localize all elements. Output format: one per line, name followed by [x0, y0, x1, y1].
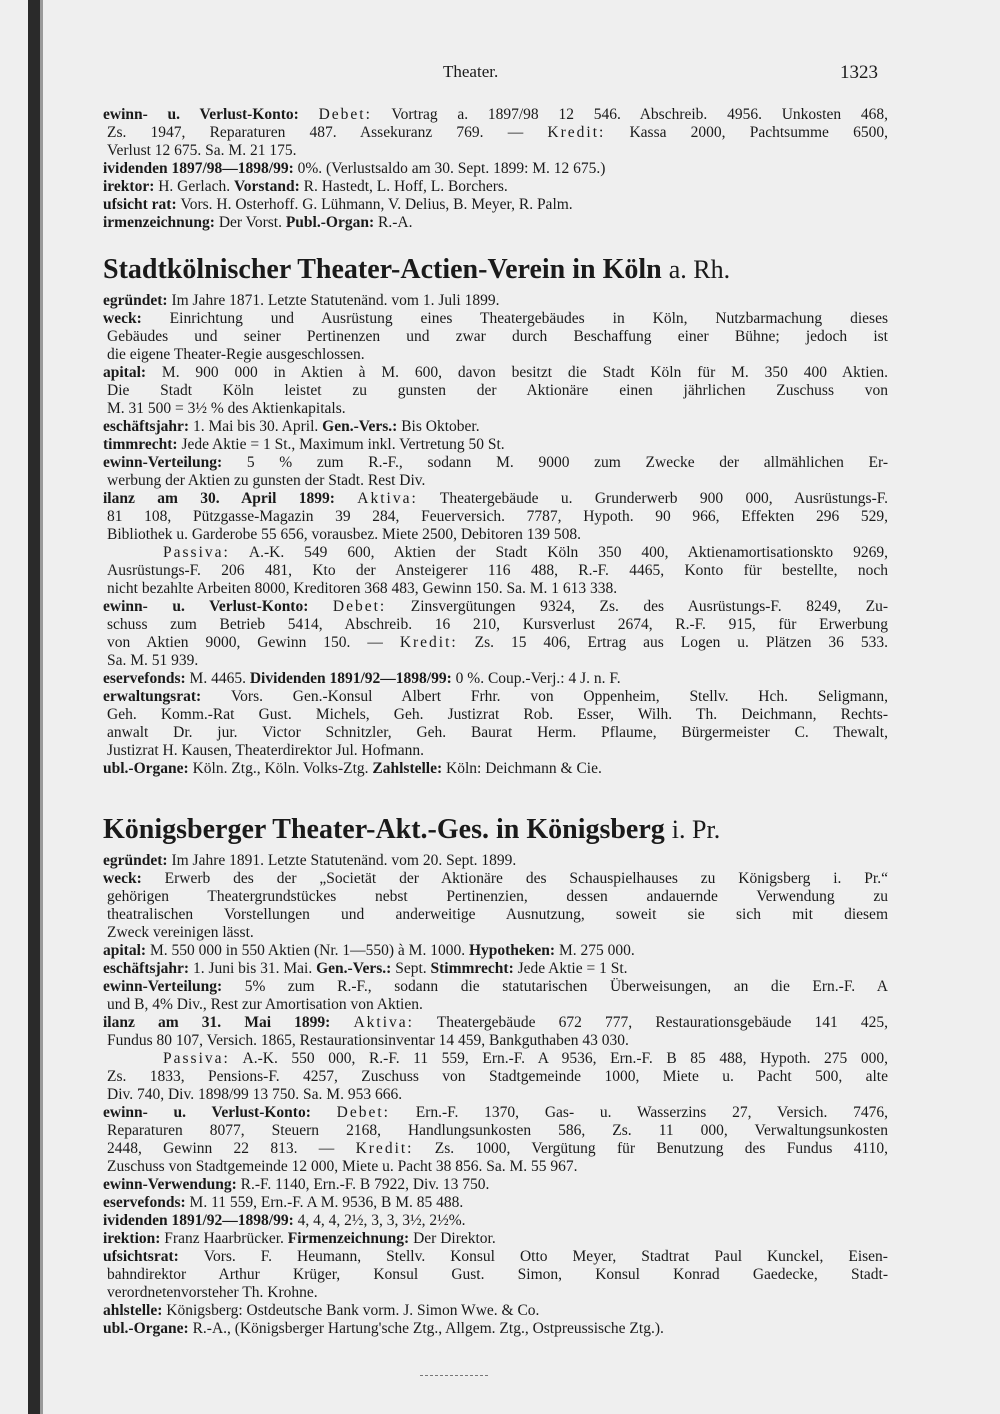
text-line [103, 870, 888, 888]
text-line [103, 562, 888, 580]
entry-text: Köln. Ztg., Köln. Volks-Ztg. [192, 760, 373, 777]
text-line [103, 124, 888, 142]
spaced-keyword: Aktiva: [357, 490, 418, 507]
entry-text: M. 31 500 = 3½ % des Aktienkapitals. [107, 400, 346, 417]
spaced-keyword: Passiva: [163, 1050, 230, 1067]
entry-text: A.-K. 549 600, Aktien der Stadt Köln 350 400, Aktienamortisationskto 9269, [229, 544, 888, 561]
entry-label: egründet: [103, 852, 172, 869]
entry-text: Justizrat H. Kausen, Theaterdirektor Jul. Hofmann. [107, 742, 424, 759]
entry-label: ividenden 1891/92—1898/99: [103, 1212, 298, 1229]
text-line [103, 1050, 888, 1068]
entry-text: Sa. M. 51 939. [107, 652, 199, 669]
entry-text: verordnetenvorsteher Th. Krohne. [107, 1284, 318, 1301]
entry-text: Erwerb des der „Societät der Aktionäre des Schauspielhauses zu Königsberg i. Pr.“ [164, 870, 888, 887]
entry-text: 5% zum R.-F., sodann die statutarischen Überweisungen, an die Ern.-F. A [244, 978, 888, 995]
entry-label: Vorstand: [233, 178, 304, 195]
scan-binding-edge [28, 0, 40, 1414]
entry-text: 0%. (Verlustsaldo am 30. Sept. 1899: M. 12 675.) [297, 160, 606, 177]
text-line [103, 1176, 888, 1194]
text-line [103, 924, 888, 942]
entry-label: ewinn- u. Verlust-Konto: [103, 106, 319, 123]
company-heading-name: Königsberger Theater-Akt.-Ges. in Königsberg [103, 814, 672, 845]
company-heading-suffix: i. Pr. [671, 815, 721, 844]
company-heading [103, 812, 888, 852]
entry-text: R.-F. 1140, Ern.-F. B 7922, Div. 13 750. [240, 1176, 490, 1193]
entry-text: Im Jahre 1891. Letzte Statutenänd. vom 20. Sept. 1899. [171, 852, 517, 869]
entry-text: M. 900 000 in Aktien à M. 600, davon besitzt die Stadt Köln für M. 350 400 Aktien. [161, 364, 889, 381]
entry-label: eservefonds: [103, 1194, 190, 1211]
entry-text: 5 % zum R.-F., sodann M. 9000 zum Zwecke der allmählichen Er- [246, 454, 888, 471]
entry-text: Im Jahre 1871. Letzte Statutenänd. vom 1. Juli 1899. [171, 292, 500, 309]
text-line [103, 328, 888, 346]
text-line [103, 742, 888, 760]
text-line [103, 214, 888, 232]
entry-text: Theatergebäude 672 777, Restaurationsgebäude 141 425, [413, 1014, 888, 1031]
entry-text: Geh. Komm.-Rat Gust. Michels, Geh. Justizrat Rob. Esser, Wilh. Th. Deichmann, Rechts- [107, 706, 888, 723]
text-line [103, 1140, 888, 1158]
entry-text: Theatergebäude u. Grunderwerb 900 000, Ausrüstungs-F. [417, 490, 888, 507]
entry-text: Jede Aktie = 1 St. [517, 960, 628, 977]
text-line [103, 544, 888, 562]
entry-label: apital: [103, 364, 162, 381]
entry-label: eschäftsjahr: [103, 960, 193, 977]
text-line [103, 292, 888, 310]
entry-text: Der Vorst. [218, 214, 286, 231]
entry-text: Köln: Deichmann & Cie. [446, 760, 602, 777]
entry-text: Zuschuss von Stadtgemeinde 12 000, Miete u. Pacht 38 856. Sa. M. 55 967. [107, 1158, 578, 1175]
entry-label: Dividenden 1891/92—1898/99: [249, 670, 456, 687]
entry-text: gehörigen Theatergrundstückes nebst Pertinenzien, dessen andauernde Verwendung zu [107, 888, 888, 905]
text-line [103, 960, 888, 978]
entry-text: Ausrüstungs-F. 206 481, Kto der Ansteigerer 116 488, R.-F. 4465, Konto für bestellte, noch [107, 562, 888, 579]
company-heading-name: Stadtkölnischer Theater-Actien-Verein in Köln [103, 254, 669, 285]
entry-label: Gen.-Vers.: [322, 418, 402, 435]
entry-text: Jede Aktie = 1 St., Maximum inkl. Vertretung 50 St. [181, 436, 505, 453]
entry-label: Firmenzeichnung: [287, 1230, 414, 1247]
entry-label: ilanz am 31. Mai 1899: [103, 1014, 354, 1031]
entry-label: erwaltungsrat: [103, 688, 231, 705]
entry-label: eschäftsjahr: [103, 418, 193, 435]
entry-label: ewinn-Verteilung: [103, 454, 247, 471]
entry-label: Stimmrecht: [430, 960, 518, 977]
text-line [103, 364, 888, 382]
text-line [103, 1212, 888, 1230]
page-number: 1323 [840, 62, 878, 83]
text-line [103, 160, 888, 178]
text-line [103, 652, 888, 670]
entry-label: Publ.-Organ: [285, 214, 378, 231]
entry-label: ewinn- u. Verlust-Konto: [103, 598, 333, 615]
entry-text: die eigene Theater-Regie ausgeschlossen. [107, 346, 365, 363]
entry-text: Einrichtung und Ausrüstung eines Theatergebäudes in Köln, Nutzbarmachung dieses [169, 310, 888, 327]
text-line [103, 418, 888, 436]
text-line [103, 1248, 888, 1266]
entry-text: M. 11 559, Ern.-F. A M. 9536, B M. 85 488. [189, 1194, 464, 1211]
text-line [103, 1032, 888, 1050]
entry-text: 81 108, Pützgasse-Magazin 39 284, Feuerversich. 7787, Hypoth. 90 966, Effekten 296 529, [107, 508, 888, 525]
entry-label: Zahlstelle: [372, 760, 447, 777]
text-line [103, 670, 888, 688]
entry-text: A.-K. 550 000, R.-F. 11 559, Ern.-F. A 9536, Ern.-F. B 85 488, Hypoth. 275 000, [229, 1050, 888, 1067]
entry-text: Zweck vereinigen lässt. [107, 924, 254, 941]
entry-text: Kassa 2000, Pachtsumme 6500, [605, 124, 888, 141]
entry-text: Zs. 1833, Pensions-F. 4257, Zuschuss von Stadtgemeinde 1000, Miete u. Pacht 500, alte [107, 1068, 888, 1085]
text-line [103, 1086, 888, 1104]
entry-text: R.-A. [378, 214, 413, 231]
entry-text: Ern.-F. 1370, Gas- u. Wasserzins 27, Versich. 7476, [389, 1104, 888, 1121]
spaced-keyword: Passiva: [163, 544, 230, 561]
text-line [103, 1158, 888, 1176]
running-header [0, 62, 1000, 86]
entry-label: irektor: [103, 178, 159, 195]
section-koenigsberger-theater [103, 812, 888, 1338]
entry-text: Zs. 1000, Vergütung für Benutzung des Fundus 4110, [413, 1140, 888, 1157]
entry-text: anwalt Dr. jur. Victor Schnitzler, Geh. Baurat Herm. Pflaume, Bürgermeister C. Thewalt, [107, 724, 888, 741]
entry-label: ahlstelle: [103, 1302, 167, 1319]
text-line [103, 1320, 888, 1338]
running-title: Theater. [443, 62, 499, 81]
entry-label: ewinn- u. Verlust-Konto: [103, 1104, 337, 1121]
entry-text: Die Stadt Köln leistet zu gunsten der Aktionäre einen jährlichen Zuschuss von [107, 382, 888, 399]
text-line [103, 106, 888, 124]
entry-text: bahndirektor Arthur Krüger, Konsul Gust. Simon, Konsul Konrad Gaedecke, Stadt- [107, 1266, 888, 1283]
spaced-keyword: Kredit: [399, 634, 458, 651]
entry-label: ubl.-Organe: [103, 1320, 193, 1337]
entry-text: werbung der Aktien zu gunsten der Stadt. Rest Div. [107, 472, 426, 489]
section-previous-company-continued [103, 106, 888, 232]
entry-text: Zs. 15 406, Ertrag aus Logen u. Plätzen 36 533. [457, 634, 889, 651]
text-line [103, 1068, 888, 1086]
text-line [103, 382, 888, 400]
entry-label: timmrecht: [103, 436, 182, 453]
entry-text: Zs. 1947, Reparaturen 487. Assekuranz 769. — [107, 124, 548, 141]
entry-label: apital: [103, 942, 150, 959]
text-line [103, 760, 888, 778]
entry-label: Gen.-Vers.: [316, 960, 396, 977]
text-line [103, 142, 888, 160]
text-line [103, 888, 888, 906]
entry-label: eservefonds: [103, 670, 190, 687]
entry-text: Der Direktor. [413, 1230, 496, 1247]
text-line [103, 436, 888, 454]
text-line [103, 472, 888, 490]
entry-text: Bis Oktober. [401, 418, 480, 435]
text-line [103, 706, 888, 724]
entry-label: ubl.-Organe: [103, 760, 193, 777]
text-line [103, 310, 888, 328]
entry-text: Vors. Gen.-Konsul Albert Frhr. von Oppenheim, Stellv. Hch. Seligmann, [230, 688, 888, 705]
entry-text: 4, 4, 4, 2½, 3, 3, 3½, 2½%. [297, 1212, 466, 1229]
entry-text: M. 4465. [189, 670, 250, 687]
entry-label: irmenzeichnung: [103, 214, 219, 231]
entry-text: Reparaturen 8077, Steuern 2168, Handlungsunkosten 586, Zs. 11 000, Verwaltungsunkosten [107, 1122, 888, 1139]
spaced-keyword: Debet: [332, 598, 387, 615]
text-line [103, 906, 888, 924]
text-line [103, 526, 888, 544]
text-line [103, 1266, 888, 1284]
text-line [103, 724, 888, 742]
text-line [103, 634, 888, 652]
text-line [103, 400, 888, 418]
text-line [103, 1302, 888, 1320]
section-stadtkoelnischer-theater [103, 252, 888, 778]
spaced-keyword: Kredit: [547, 124, 606, 141]
text-line [103, 580, 888, 598]
entry-text: Zinsvergütungen 9324, Zs. des Ausrüstungs-F. 8249, Zu- [386, 598, 888, 615]
entry-text: Div. 740, Div. 1898/99 13 750. Sa. M. 953 666. [107, 1086, 403, 1103]
entry-text: R. Hastedt, L. Hoff, L. Borchers. [303, 178, 508, 195]
text-line [103, 996, 888, 1014]
text-line [103, 1104, 888, 1122]
entry-text: nicht bezahlte Arbeiten 8000, Kreditoren 368 483, Gewinn 150. Sa. M. 1 613 338. [107, 580, 618, 597]
entry-text: 1. Juni bis 31. Mai. [192, 960, 317, 977]
entry-label: ividenden 1897/98—1898/99: [103, 160, 298, 177]
entry-label: weck: [103, 870, 165, 887]
spaced-keyword: Aktiva: [353, 1014, 414, 1031]
text-line [103, 346, 888, 364]
text-line [103, 490, 888, 508]
spaced-keyword: Debet: [336, 1104, 390, 1121]
text-line [103, 1230, 888, 1248]
entry-text: M. 550 000 in 550 Aktien (Nr. 1—550) à M. 1000. [149, 942, 469, 959]
entry-label: Hypotheken: [468, 942, 559, 959]
entry-label: ilanz am 30. April 1899: [103, 490, 358, 507]
entry-text: 0 %. Coup.-Verj.: 4 J. n. F. [455, 670, 621, 687]
entry-text: R.-A., (Königsberger Hartung'sche Ztg., Allgem. Ztg., Ostpreussische Ztg.). [192, 1320, 664, 1337]
text-line [103, 196, 888, 214]
entry-label: ufsicht rat: [103, 196, 181, 213]
entry-text: Verlust 12 675. Sa. M. 21 175. [107, 142, 297, 159]
text-line [103, 1284, 888, 1302]
entry-text: und B, 4% Div., Rest zur Amortisation von Aktien. [107, 996, 423, 1013]
entry-text: Vors. F. Heumann, Stellv. Konsul Otto Meyer, Stadtrat Paul Kunckel, Eisen- [203, 1248, 888, 1265]
entry-text: H. Gerlach. [158, 178, 234, 195]
end-rule [420, 1375, 488, 1376]
text-line [103, 1014, 888, 1032]
text-line [103, 688, 888, 706]
entry-text: schuss zum Betrieb 5414, Abschreib. 16 210, Kursverlust 2674, R.-F. 915, für Erwerbung [107, 616, 888, 633]
company-heading-suffix: a. Rh. [668, 255, 731, 284]
text-line [103, 978, 888, 996]
entry-text: Fundus 80 107, Versich. 1865, Restaurationsinventar 14 459, Bankguthaben 43 030. [107, 1032, 629, 1049]
text-line [103, 508, 888, 526]
entry-text: Sept. [395, 960, 431, 977]
text-line [103, 1194, 888, 1212]
entry-text: Franz Haarbrücker. [164, 1230, 288, 1247]
text-line [103, 454, 888, 472]
text-line [103, 942, 888, 960]
entry-text: Gebäudes und seiner Pertinenzen und zwar durch Beschaffung einer Bühne; jedoch ist [107, 328, 888, 345]
entry-label: ewinn-Verwendung: [103, 1176, 241, 1193]
entry-label: egründet: [103, 292, 172, 309]
entry-label: weck: [103, 310, 170, 327]
text-line [103, 616, 888, 634]
spaced-keyword: Debet: [318, 106, 372, 123]
entry-text: Bibliothek u. Garderobe 55 656, vorausbez. Miete 2500, Debitoren 139 508. [107, 526, 581, 543]
text-line [103, 598, 888, 616]
text-line [103, 178, 888, 196]
entry-label: irektion: [103, 1230, 165, 1247]
entry-text: M. 275 000. [558, 942, 635, 959]
scan-binding-shadow [40, 0, 43, 1414]
entry-text: Königsberg: Ostdeutsche Bank vorm. J. Simon Wwe. & Co. [166, 1302, 540, 1319]
entry-label: ewinn-Verteilung: [103, 978, 245, 995]
entry-label: ufsichtsrat: [103, 1248, 204, 1265]
entry-text: 2448, Gewinn 22 813. — [107, 1140, 356, 1157]
text-line [103, 1122, 888, 1140]
spaced-keyword: Kredit: [355, 1140, 414, 1157]
entry-text: Vors. H. Osterhoff. G. Lühmann, V. Delius, B. Meyer, R. Palm. [180, 196, 573, 213]
entry-text: 1. Mai bis 30. April. [192, 418, 323, 435]
text-line [103, 852, 888, 870]
entry-text: von Aktien 9000, Gewinn 150. — [107, 634, 400, 651]
entry-text: Vortrag a. 1897/98 12 546. Abschreib. 4956. Unkosten 468, [371, 106, 888, 123]
entry-text: theatralischen Vorstellungen und anderweitige Ausnutzung, soweit sie sich mit diesem [107, 906, 888, 923]
company-heading [103, 252, 888, 292]
